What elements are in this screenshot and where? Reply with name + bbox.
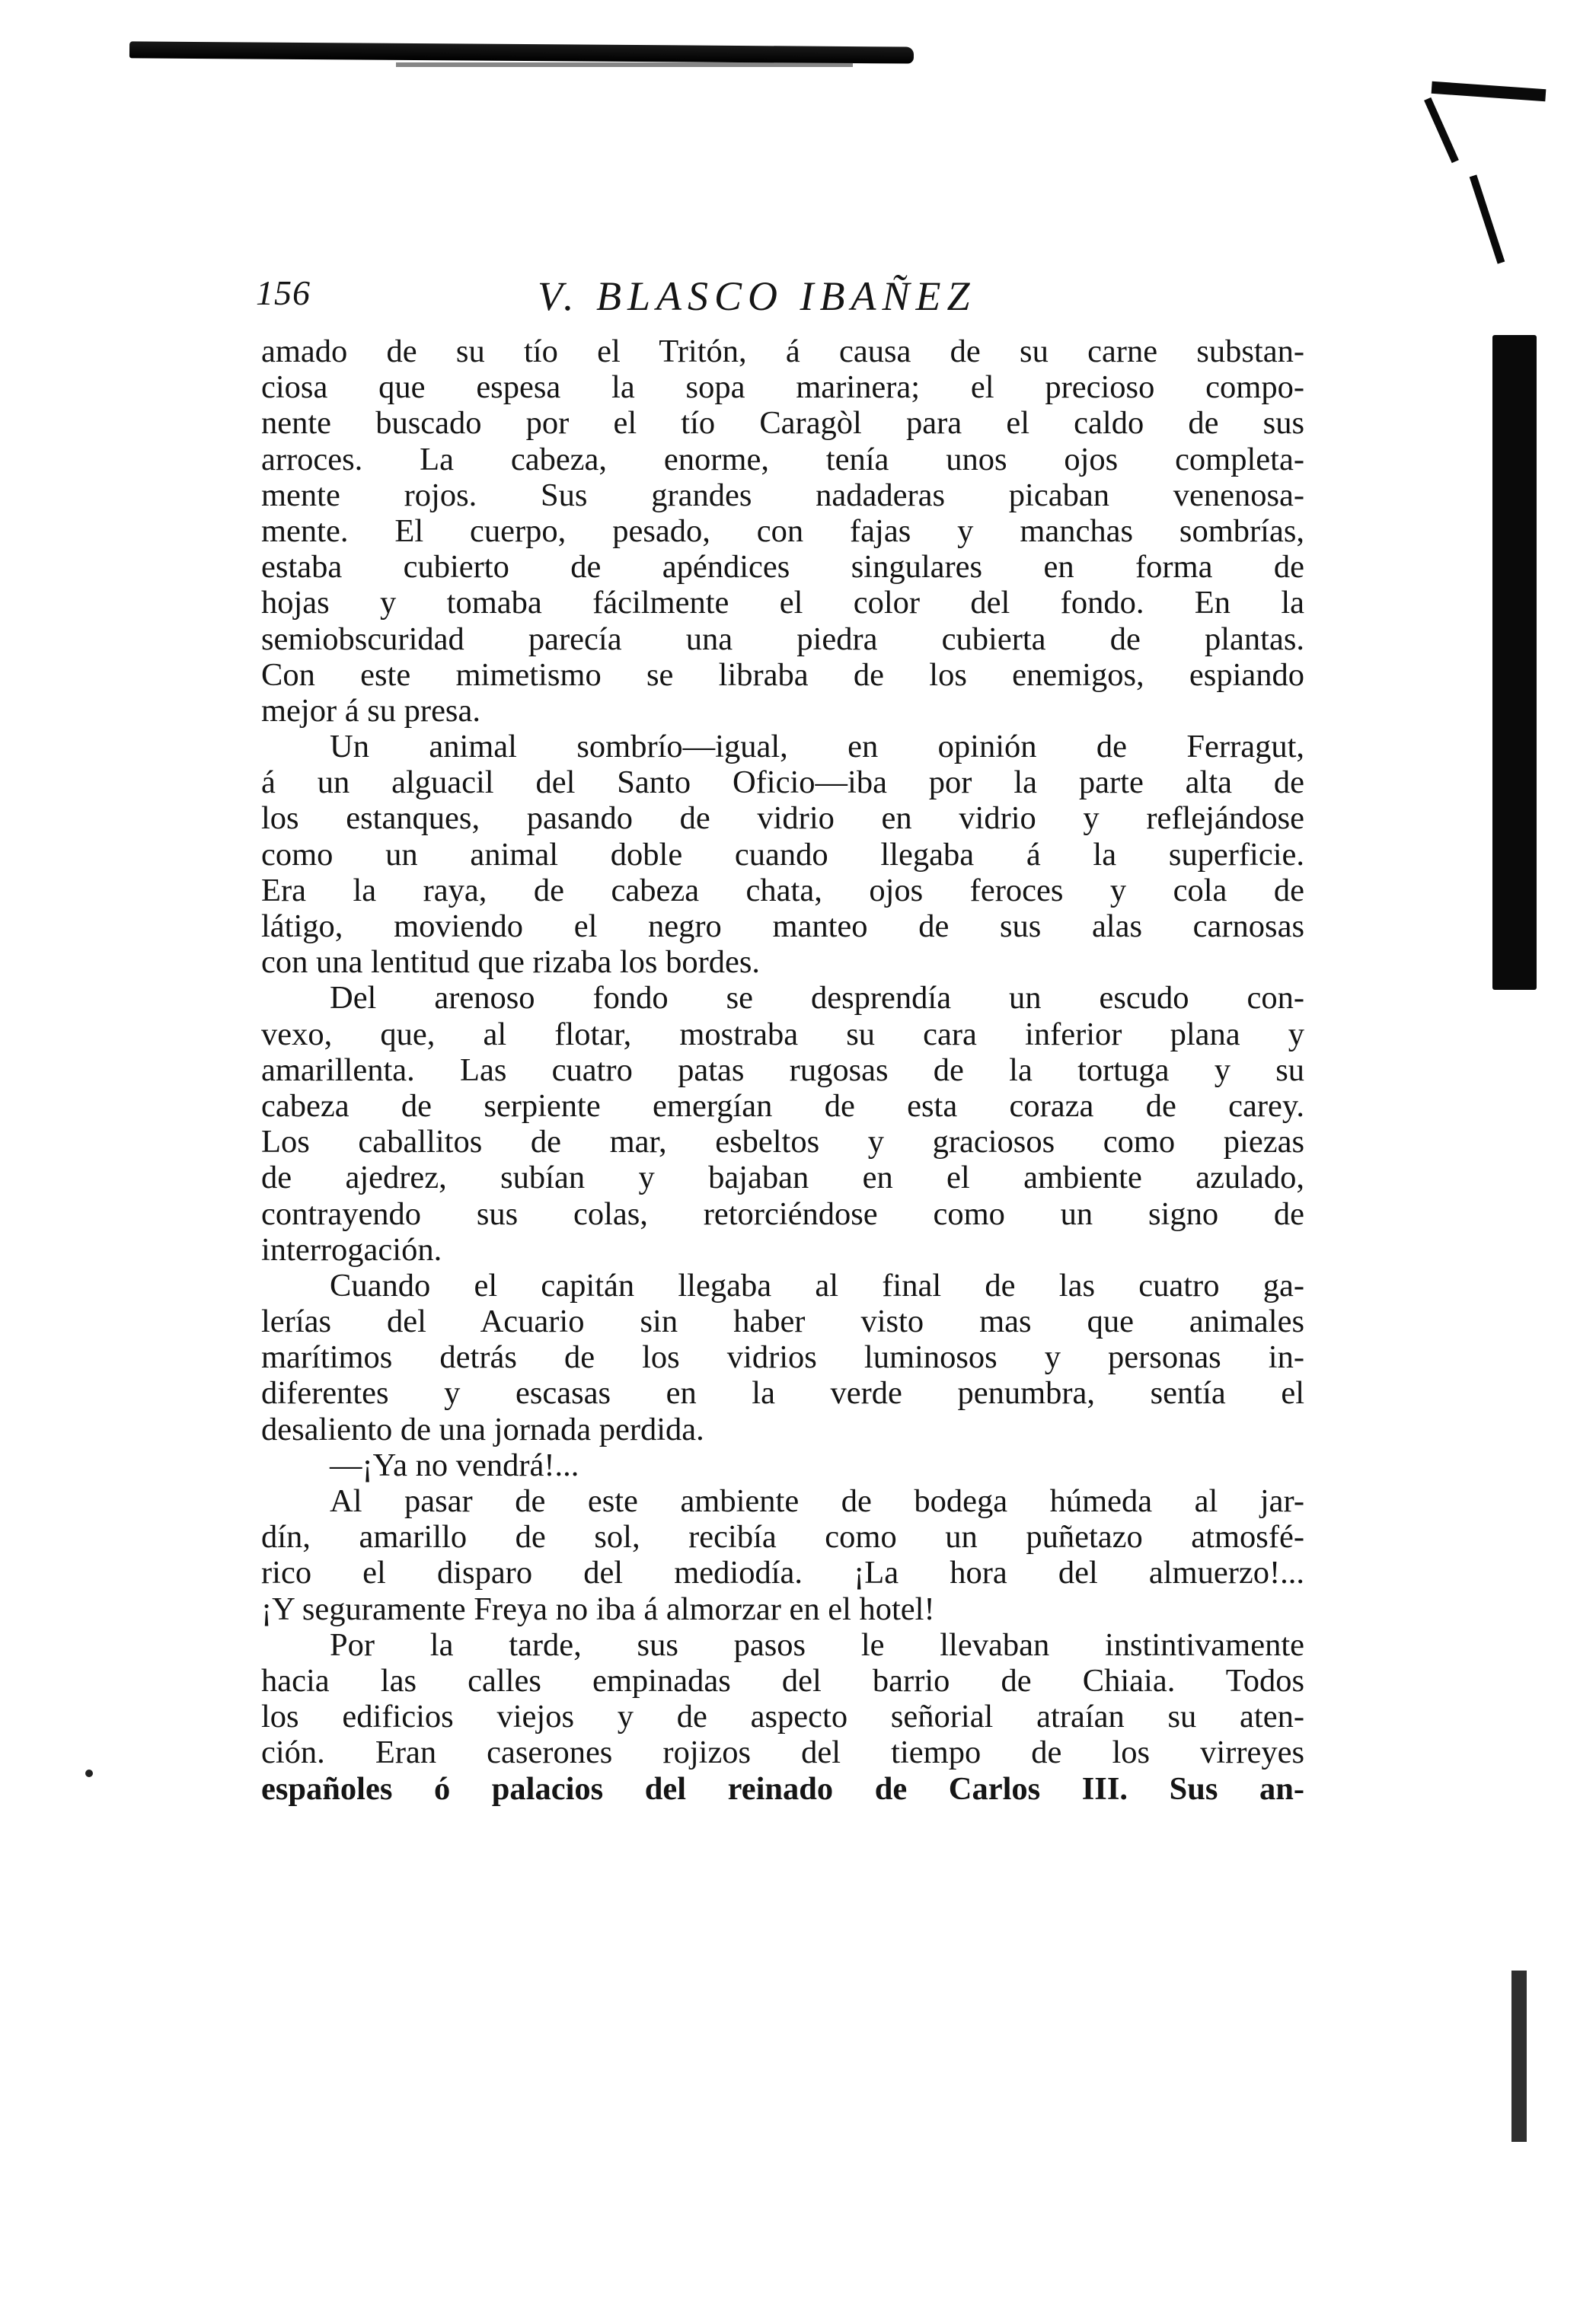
text-line: Los caballitos de mar, esbeltos y graciosos como piezas <box>261 1124 1304 1160</box>
scan-artifact-bar <box>1492 335 1537 990</box>
text-line: —¡Ya no vendrá!... <box>330 1447 579 1483</box>
text-line: de ajedrez, subían y bajaban en el ambiente azulado, <box>261 1160 1304 1196</box>
text-line: hacia las calles empinadas del barrio de Chiaia. Todos <box>261 1662 1304 1699</box>
text-line: interrogación. <box>261 1231 442 1268</box>
text-line: rico el disparo del mediodía. ¡La hora del almuerzo!... <box>261 1555 1304 1591</box>
text-line: ción. Eran caserones rojizos del tiempo de los virreyes <box>261 1735 1304 1771</box>
running-title: V. BLASCO IBAÑEZ <box>538 273 976 319</box>
text-line: nente buscado por el tío Caragòl para el caldo de sus <box>261 405 1304 442</box>
text-line: ¡Y seguramente Freya no iba á almorzar en el hotel! <box>261 1591 935 1627</box>
scan-artifact-hook <box>1424 97 1459 163</box>
text-line: diferentes y escasas en la verde penumbra, sentía el <box>261 1375 1304 1412</box>
scan-artifact-lower-bar <box>1511 1971 1527 2142</box>
text-line: cabeza de serpiente emergían de esta coraza de carey. <box>261 1087 1304 1124</box>
text-line: lerías del Acuario sin haber visto mas que animales <box>261 1304 1304 1340</box>
text-line: estaba cubierto de apéndices singulares en forma de <box>261 549 1304 586</box>
text-line: á un alguacil del Santo Oficio—iba por la parte alta de <box>261 764 1304 801</box>
text-line: los estanques, pasando de vidrio en vidrio y reflejándose <box>261 800 1304 837</box>
top-scan-rule <box>129 41 914 63</box>
top-scan-rule-shadow <box>396 62 853 67</box>
text-line: hojas y tomaba fácilmente el color del fondo. En la <box>261 585 1304 621</box>
text-line: vexo, que, al flotar, mostraba su cara inferior plana y <box>261 1016 1304 1052</box>
text-line: españoles ó palacios del reinado de Carlos III. Sus an- <box>261 1770 1304 1807</box>
text-line: semiobscuridad parecía una piedra cubierta de plantas. <box>261 621 1304 657</box>
margin-dot <box>85 1770 93 1777</box>
text-line: Un animal sombrío—igual, en opinión de Ferragut, <box>330 729 1304 765</box>
text-line: Era la raya, de cabeza chata, ojos feroces y cola de <box>261 872 1304 908</box>
text-line: contrayendo sus colas, retorciéndose como un signo de <box>261 1195 1304 1232</box>
text-line: amado de su tío el Tritón, á causa de su carne substan- <box>261 334 1304 369</box>
text-line: desaliento de una jornada perdida. <box>261 1411 704 1447</box>
text-line: mejor á su presa. <box>261 692 480 729</box>
page-header <box>256 273 1322 334</box>
scan-artifact-slash <box>1470 174 1505 263</box>
page-number: 156 <box>256 273 311 312</box>
text-line: marítimos detrás de los vidrios luminosos y personas in- <box>261 1339 1304 1376</box>
scan-artifact-corner <box>1432 81 1547 101</box>
text-line: Del arenoso fondo se desprendía un escudo con- <box>330 980 1304 1016</box>
text-line: Con este mimetismo se libraba de los enemigos, espiando <box>261 656 1304 693</box>
body-text <box>261 334 1304 1807</box>
text-line: mente. El cuerpo, pesado, con fajas y manchas sombrías, <box>261 512 1304 549</box>
text-line: los edificios viejos y de aspecto señorial atraían su aten- <box>261 1699 1304 1735</box>
text-line: con una lentitud que rizaba los bordes. <box>261 944 761 981</box>
text-line: látigo, moviendo el negro manteo de sus alas carnosas <box>261 908 1304 944</box>
text-line: Cuando el capitán llegaba al final de las cuatro ga- <box>330 1267 1304 1304</box>
text-line: amarillenta. Las cuatro patas rugosas de la tortuga y su <box>261 1052 1304 1088</box>
text-line: mente rojos. Sus grandes nadaderas picaban venenosa- <box>261 477 1304 513</box>
text-line: Al pasar de este ambiente de bodega húmeda al jar- <box>330 1483 1304 1519</box>
text-line: como un animal doble cuando llegaba á la superficie. <box>261 836 1304 873</box>
text-line: arroces. La cabeza, enorme, tenía unos ojos completa- <box>261 441 1304 477</box>
text-line: Por la tarde, sus pasos le llevaban instintivamente <box>330 1626 1304 1663</box>
text-line: dín, amarillo de sol, recibía como un puñetazo atmosfé- <box>261 1519 1304 1556</box>
text-line: ciosa que espesa la sopa marinera; el precioso compo- <box>261 369 1304 406</box>
